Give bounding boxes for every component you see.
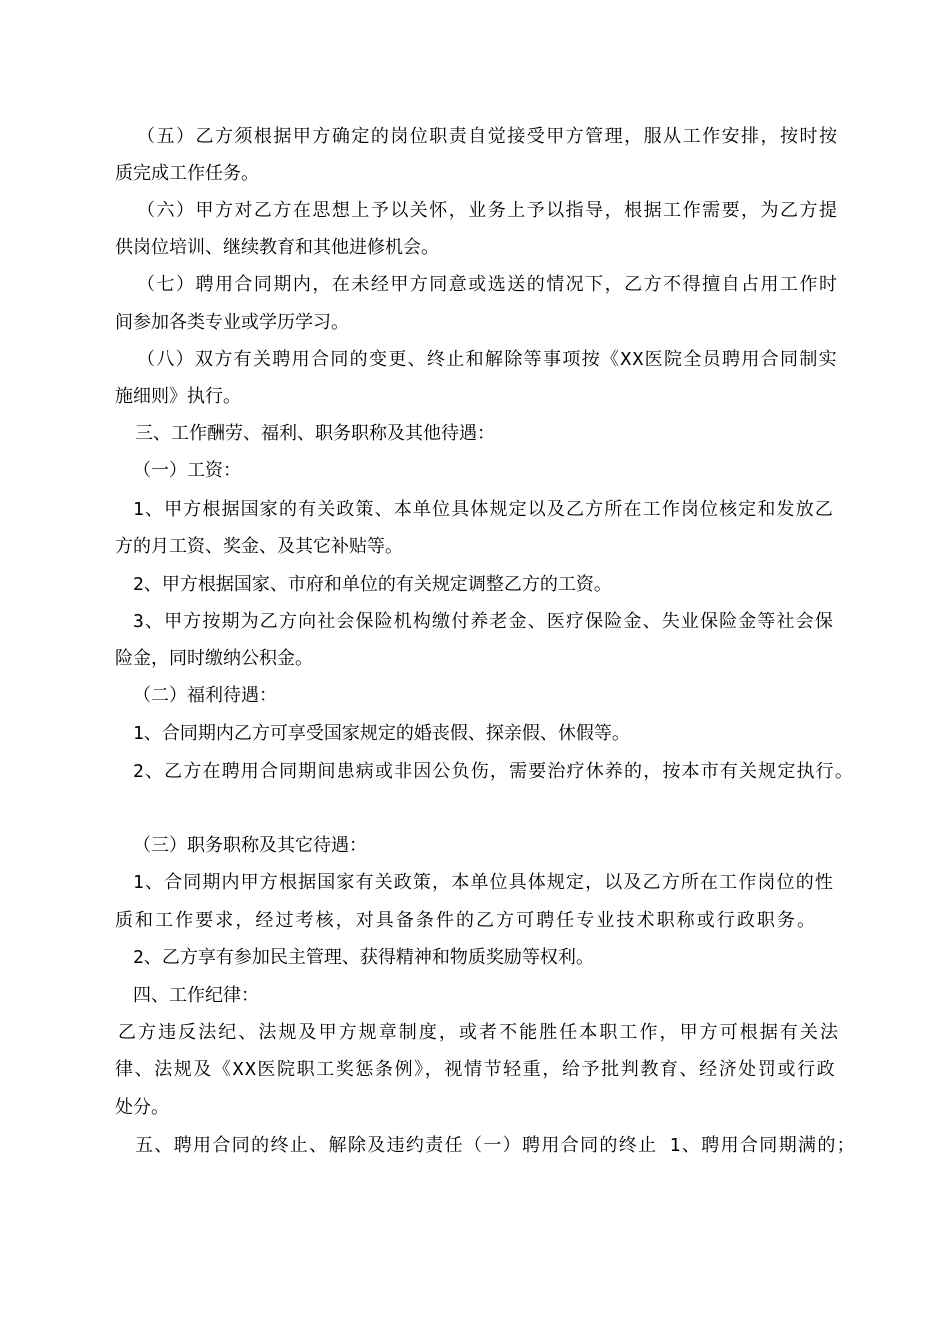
section-heading: 四、工作纪律： [133, 985, 259, 1006]
subsection-heading: （二）福利待遇： [133, 685, 277, 706]
section-heading: 五、聘用合同的终止、解除及违约责任（一）聘用合同的终止 1、聘用合同期满的； [135, 1135, 857, 1156]
text-line: 乙方违反法纪、法规及甲方规章制度，或者不能胜任本职工作，甲方可根据有关法 [118, 1022, 841, 1043]
subsection-heading: （一）工资： [133, 460, 241, 481]
text-line: 质和工作要求，经过考核，对具备条件的乙方可聘任专业技术职称或行政职务。 [115, 910, 818, 931]
text-line: 1、甲方根据国家的有关政策、本单位具体规定以及乙方所在工作岗位核定和发放乙 [133, 499, 834, 520]
text-line: 供岗位培训、继续教育和其他进修机会。 [115, 237, 439, 258]
text-line: （七）聘用合同期内，在未经甲方同意或选送的情况下，乙方不得擅自占用工作时 [137, 274, 839, 295]
text-line: 2、乙方享有参加民主管理、获得精神和物质奖励等权利。 [133, 947, 594, 968]
text-line: 间参加各类专业或学历学习。 [115, 312, 349, 333]
text-line: 1、合同期内甲方根据国家有关政策，本单位具体规定，以及乙方所在工作岗位的性 [133, 872, 834, 893]
text-line: （六）甲方对乙方在思想上予以关怀，业务上予以指导，根据工作需要，为乙方提 [137, 200, 839, 221]
text-line: 3、甲方按期为乙方向社会保险机构缴付养老金、医疗保险金、失业保险金等社会保 [133, 611, 834, 632]
text-line: 2、乙方在聘用合同期间患病或非因公负伤，需要治疗休养的，按本市有关规定执行。 [133, 761, 854, 782]
text-line: 方的月工资、奖金、及其它补贴等。 [115, 536, 403, 557]
text-line: 律、法规及《XX医院职工奖惩条例》，视情节轻重，给予批判教育、经济处罚或行政 [115, 1059, 837, 1080]
text-line: （五）乙方须根据甲方确定的岗位职责自觉接受甲方管理，服从工作安排，按时按 [137, 126, 839, 147]
text-line: 施细则》执行。 [115, 386, 241, 407]
text-line: 1、合同期内乙方可享受国家规定的婚丧假、探亲假、休假等。 [133, 723, 630, 744]
text-line: （八）双方有关聘用合同的变更、终止和解除等事项按《XX医院全员聘用合同制实 [137, 349, 839, 370]
section-heading: 三、工作酬劳、福利、职务职称及其他待遇： [135, 423, 495, 444]
text-line: 险金，同时缴纳公积金。 [115, 648, 313, 669]
subsection-heading: （三）职务职称及其它待遇： [133, 835, 367, 856]
text-line: 处分。 [115, 1097, 169, 1118]
text-line: 2、甲方根据国家、市府和单位的有关规定调整乙方的工资。 [133, 574, 612, 595]
text-line: 质完成工作任务。 [115, 163, 259, 184]
